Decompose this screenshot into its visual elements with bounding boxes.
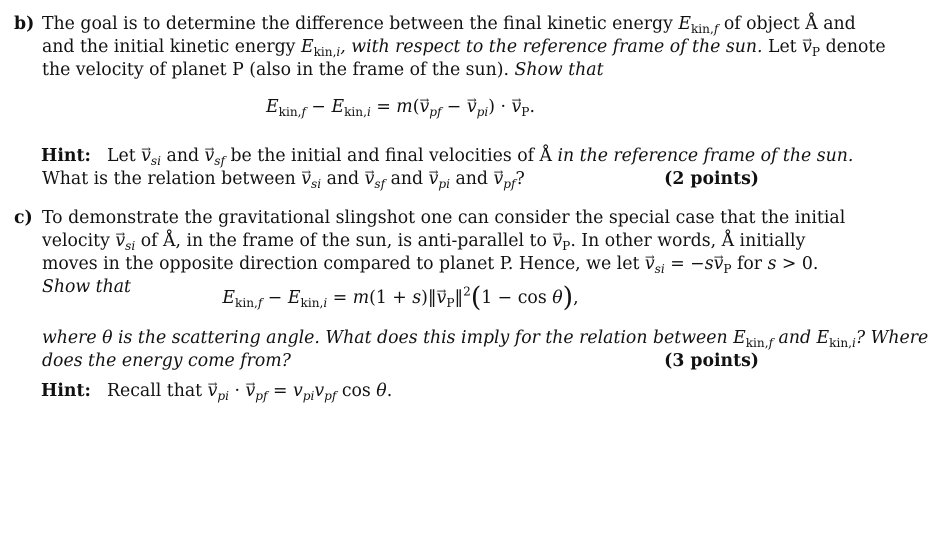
part-c-text-2: velocity bbox=[42, 231, 110, 251]
part-b-text-7: the velocity of planet P (also in the frame of the sun). bbox=[42, 60, 510, 80]
hint-b-text-7: and bbox=[390, 169, 424, 189]
hint-b-text-4: in the reference frame of the sun. bbox=[557, 146, 854, 166]
hint-b-text-8: and bbox=[455, 169, 488, 189]
part-b-line-1 bbox=[42, 13, 856, 37]
math-ekin-i: $E_{kin,i}$ bbox=[300, 37, 341, 60]
part-c-text-10: ? Where bbox=[855, 327, 928, 348]
part-c-text-3: of Å, in the frame of the sun, is anti-parallel to bbox=[140, 231, 547, 251]
hint-b-text-5: What is the relation between bbox=[42, 169, 296, 189]
hint-c-text-1: Recall that bbox=[107, 380, 203, 401]
equation-b: $E_{kin,f} - E_{kin,i} = m(\to v_{pf}$ − → $v_{pi}$) · → $v_P$. bbox=[42, 96, 759, 119]
part-c-points: (3 points) bbox=[664, 350, 759, 371]
part-c-line-1 bbox=[42, 207, 846, 230]
part-c-text-4: . In other words, Å initially bbox=[570, 231, 806, 251]
part-b-text-5: Let bbox=[767, 37, 797, 57]
part-c-line-5: where θ is the scattering angle. What does this imply for the relation between $E_{kin,f}$ and $E_{kin,i}$? Where bbox=[42, 327, 928, 351]
math-vp: → $v_P$ bbox=[802, 37, 820, 57]
part-b-text-3: and the initial kinetic energy bbox=[42, 37, 296, 57]
part-b-text-4: , with respect to the reference frame of the sun. bbox=[340, 37, 763, 57]
part-b-line-2 bbox=[42, 36, 886, 60]
part-b-text-6: denote bbox=[825, 37, 886, 57]
part-b-points: (2 points) bbox=[664, 169, 759, 189]
hint-b-text-6: and bbox=[326, 169, 360, 189]
part-c-text-9: and bbox=[778, 327, 812, 348]
part-b-text-1: The goal is to determine the difference between the final kinetic energy bbox=[42, 14, 673, 34]
hint-b-text-9: ? bbox=[515, 169, 525, 189]
part-b-text-8: Show that bbox=[514, 60, 604, 80]
equation-c: $E_{kin,f} - E_{kin,i} = m(1$ + s)‖→ $v_P‖^2(1 - \cos \theta)$, bbox=[42, 286, 759, 310]
hint-b-line-1: Hint: Let → $v_{si}$ and → $v_{sf}$ be the initial and final velocities of Å in the reference frame of the sun. bbox=[41, 145, 759, 168]
part-c-text-7: Show that bbox=[42, 277, 131, 297]
part-c-text-5: moves in the opposite direction compared to planet P. Hence, we let bbox=[42, 254, 640, 274]
part-c-label: c) bbox=[14, 208, 33, 228]
part-b-line-3 bbox=[42, 59, 759, 82]
part-c bbox=[14, 207, 928, 404]
part-b-text-2: of object Å and bbox=[723, 14, 856, 34]
part-c-body bbox=[41, 207, 928, 404]
part-c-text-8: where θ is the scattering angle. What does this imply for the relation between bbox=[42, 327, 728, 348]
hint-b-text-1: Let bbox=[107, 146, 136, 166]
math-ekin-f: $E_{kin,f}$ bbox=[678, 14, 719, 37]
hint-b-line-2 bbox=[42, 168, 759, 191]
hint-b-text-2: and bbox=[166, 146, 200, 166]
part-c-text-1: To demonstrate the gravitational slingshot one can consider the special case that the initial bbox=[42, 208, 846, 228]
hint-c-label: Hint: bbox=[41, 380, 91, 401]
part-b-body bbox=[41, 13, 886, 192]
part-c-text-11: does the energy come from? bbox=[42, 350, 291, 371]
part-c-line-3: moves in the opposite direction compared to planet P. Hence, we let → $v_{si} = -s\to v_P$ for s > 0. bbox=[42, 253, 759, 276]
part-c-line-6 bbox=[42, 350, 759, 373]
part-b bbox=[14, 13, 886, 192]
hint-b-question: What is the relation between → $v_{si}$ and → $v_{sf}$ and → $v_{pi}$ and → $v_{pf}$? bbox=[42, 168, 525, 191]
part-c-line-2: velocity → $v_{si}$ of Å, in the frame of the sun, is anti-parallel to → $v_P$. In other words, Å initially bbox=[42, 230, 759, 253]
part-c-text-6: for bbox=[737, 254, 763, 274]
hint-b-text-3: be the initial and final velocities of Å bbox=[230, 146, 552, 166]
hint-c-line: Hint: Recall that → $v_{pi}$ · → $v_{pf} = v_{pi}v_{pf}$ cos θ. bbox=[41, 380, 759, 403]
part-b-label: b) bbox=[14, 14, 35, 34]
hint-b-label: Hint: bbox=[41, 146, 91, 166]
